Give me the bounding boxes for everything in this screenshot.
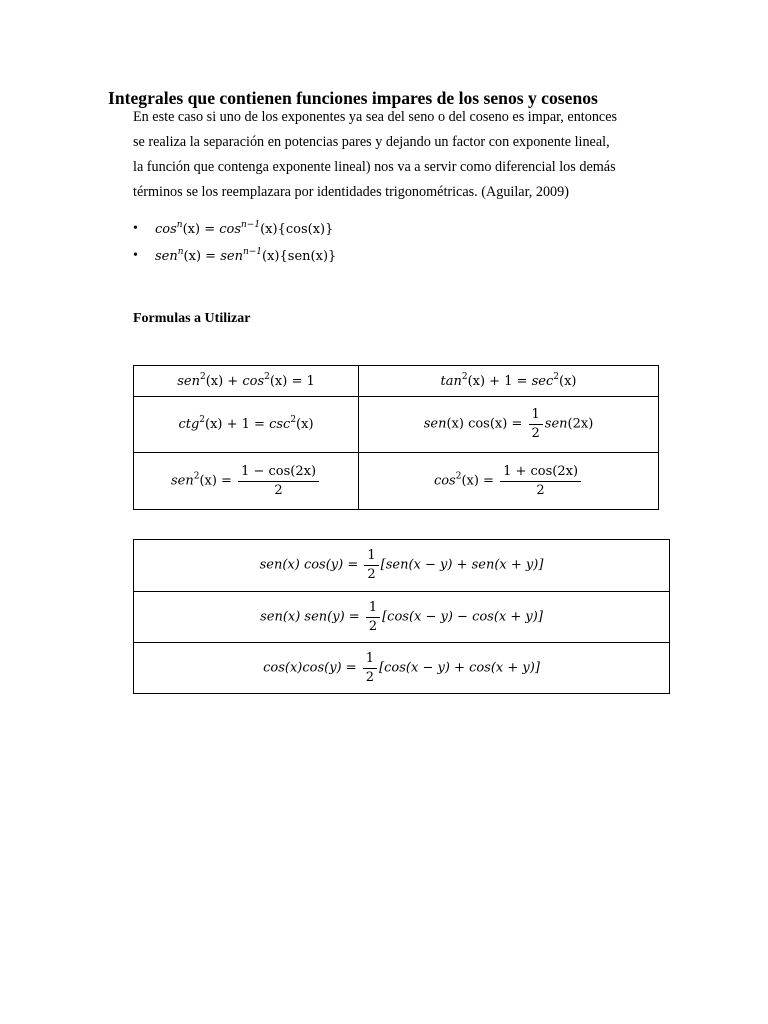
paragraph-line: la función que contenga exponente lineal) nos va a servir como diferencial los demás <box>133 159 616 175</box>
table-row <box>134 592 670 643</box>
section-heading: Integrales que contienen funciones impares de los senos y cosenos <box>108 88 598 108</box>
table-row <box>134 643 670 694</box>
paragraph-line: se realiza la separación en potencias pares y dejando un factor con exponente lineal, <box>133 134 610 150</box>
double-angle-sine-cell: sen(x) cos(x) = $\frac{1}{2}$ sen(2x) <box>359 397 659 453</box>
fraction: $\frac{1}{2}$ <box>363 651 377 685</box>
fraction: $\frac{1}{2}$ <box>364 548 378 582</box>
fraction: $\frac{1}{2}$ <box>529 407 543 441</box>
sen-squared-half-angle-cell: sen$^2$(x) = $\frac{1 - \cos(2x)}{2}$ <box>134 453 359 510</box>
sen-power-formula: sen$^n$(x) = sen$^{n-1}$(x){sen(x)} <box>155 247 337 264</box>
formulas-subheading: Formulas a Utilizar <box>133 311 251 326</box>
bullet-dot: • <box>133 221 138 236</box>
fraction: $\frac{1}{2}$ <box>366 600 380 634</box>
table-row <box>134 397 659 453</box>
cos-power-formula: $\cos^n(x) = \cos^{n-1}(x)\{\cos(x)\}$ <box>155 220 334 237</box>
tan-sec-identity-cell: $\tan^2(x) + 1 = \sec^2(x)$ <box>359 366 659 397</box>
fraction: $\frac{1 + \cos(2x)}{2}$ <box>500 464 581 498</box>
table-row <box>134 453 659 510</box>
paragraph-line: términos se los reemplazara por identidades trigonométricas. (Aguilar, 2009) <box>133 184 569 200</box>
identities-table <box>133 365 659 510</box>
pythagorean-identity-cell: $sen^2(x) + \cos^2(x) = 1$ <box>134 366 359 397</box>
paragraph-line: En este caso si uno de los exponentes ya sea del seno o del coseno es impar, entonces <box>133 109 618 125</box>
bullet-dot: • <box>133 248 138 263</box>
cos-cos-product-cell: cos(x)cos(y) = $\frac{1}{2}$ [cos(x − y) + cos(x + y)] <box>134 643 670 694</box>
cos-squared-half-angle-cell: $\cos^2(x)$ = $\frac{1 + \cos(2x)}{2}$ <box>359 453 659 510</box>
fraction: $\frac{1 - \cos(2x)}{2}$ <box>238 464 319 498</box>
table-row <box>134 366 659 397</box>
ctg-csc-identity-cell: $ctg^2(x) + 1 = \csc^2(x)$ <box>134 397 359 453</box>
sen-cos-product-cell: sen(x) cos(y) = $\frac{1}{2}$ [sen(x − y) + sen(x + y)] <box>134 540 670 592</box>
sen-sen-product-cell: sen(x) sen(y) = $\frac{1}{2}$ [cos(x − y) − cos(x + y)] <box>134 592 670 643</box>
product-to-sum-table <box>133 539 670 694</box>
table-row <box>134 540 670 592</box>
